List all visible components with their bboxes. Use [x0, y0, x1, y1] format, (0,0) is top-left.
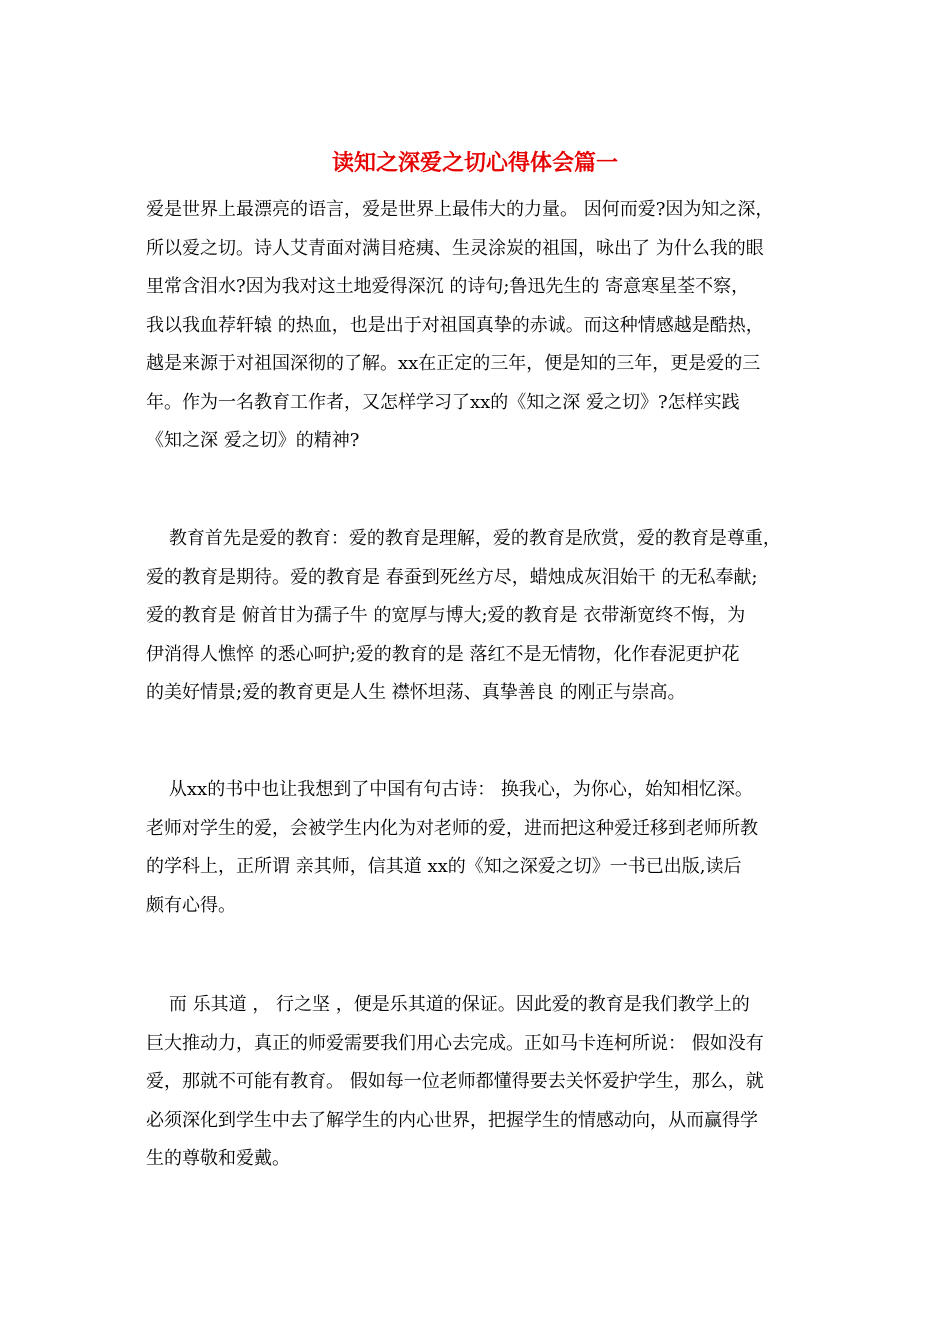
- text-line: 从xx的书中也让我想到了中国有句古诗： 换我心，为你心，始知相忆深。: [146, 779, 753, 800]
- document-title: 读知之深爱之切心得体会篇一: [331, 150, 618, 176]
- text-line: 教育首先是爱的教育：爱的教育是理解，爱的教育是欣赏，爱的教育是尊重，: [146, 528, 781, 549]
- paragraph-4: [146, 986, 826, 1179]
- text-line: 爱的教育是 俯首甘为孺子牛 的宽厚与博大;爱的教育是 衣带渐宽终不悔，为: [146, 605, 746, 626]
- text-line: 所以爱之切。诗人艾青面对满目疮痍、生灵涂炭的祖国，咏出了 为什么我的眼: [146, 237, 764, 259]
- text-line: 伊消得人憔悴 的悉心呵护;爱的教育的是 落红不是无情物，化作春泥更护花: [146, 643, 740, 665]
- text-line: 巨大推动力，真正的师爱需要我们用心去完成。正如马卡连柯所说： 假如没有: [146, 1032, 764, 1054]
- paragraph-2: [146, 520, 826, 713]
- text-line: 的学科上，正所谓 亲其师，信其道 xx的《知之深爱之切》一书已出版,读后: [146, 856, 742, 877]
- text-line: 爱，那就不可能有教育。 假如每一位老师都懂得要去关怀爱护学生，那么，就: [146, 1071, 764, 1092]
- text-line: 而 乐其道 ， 行之坚 ，便是乐其道的保证。因此爱的教育是我们教学上的: [146, 994, 750, 1015]
- text-line: 爱是世界上最漂亮的语言，爱是世界上最伟大的力量。 因何而爱?因为知之深，: [146, 199, 774, 220]
- paragraph-1: [146, 191, 826, 461]
- paragraph-3: [146, 771, 826, 925]
- text-line: 里常含泪水?因为我对这土地爱得深沉 的诗句;鲁迅先生的 寄意寒星荃不察，: [146, 276, 750, 297]
- text-line: 老师对学生的爱，会被学生内化为对老师的爱，进而把这种爱迁移到老师所教: [146, 817, 758, 839]
- text-line: 生的尊敬和爱戴。: [146, 1148, 290, 1169]
- text-line: 必须深化到学生中去了解学生的内心世界，把握学生的情感动向，从而赢得学: [146, 1109, 758, 1131]
- text-line: 越是来源于对祖国深彻的了解。xx在正定的三年，便是知的三年，更是爱的三: [146, 353, 761, 374]
- text-line: 《知之深 爱之切》的精神?: [146, 430, 360, 451]
- text-line: 我以我血荐轩辕 的热血，也是出于对祖国真挚的赤诚。而这种情感越是酷热，: [146, 314, 764, 336]
- text-line: 颇有心得。: [146, 894, 236, 916]
- text-line: 爱的教育是期待。爱的教育是 春蚕到死丝方尽，蜡烛成灰泪始干 的无私奉献;: [146, 566, 758, 588]
- text-line: 的美好情景;爱的教育更是人生 襟怀坦荡、真挚善良 的刚正与崇高。: [146, 682, 686, 703]
- text-line: 年。作为一名教育工作者，又怎样学习了xx的《知之深 爱之切》?怎样实践: [146, 391, 740, 413]
